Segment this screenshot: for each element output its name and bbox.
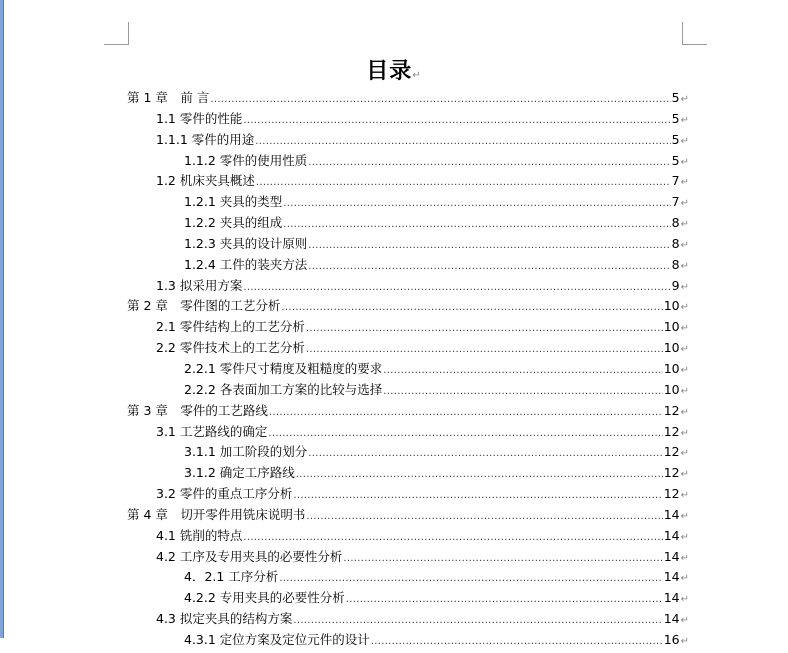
toc-dot-leader [383,382,662,403]
toc-entry[interactable] [127,505,689,526]
toc-entry-page-number: 5 [671,110,680,126]
toc-entry-label: 1.2.3 夹具的设计原则 [184,235,308,251]
toc-entry[interactable] [127,276,689,297]
paragraph-mark: ↵ [680,385,689,397]
paragraph-mark: ↵ [680,156,689,168]
toc-entry[interactable] [127,630,689,651]
toc-entry-page-number: 14 [663,506,680,522]
paragraph-mark: ↵ [680,281,689,293]
toc-entry[interactable] [127,380,689,401]
toc-entry[interactable] [127,567,689,588]
toc-entry-label: 第 1 章 前 言 [127,90,210,105]
toc-entry-label: 1.1 零件的性能 [156,110,243,126]
paragraph-mark: ↵ [680,302,689,314]
toc-entry[interactable] [127,234,689,255]
toc-entry-label: 3.1 工艺路线的确定 [156,423,268,439]
toc-entry[interactable] [127,213,689,234]
toc-entry-label: 3.2 零件的重点工序分析 [156,486,293,502]
toc-entry-page-number: 10 [663,340,680,356]
toc-dot-leader [308,444,662,465]
toc-entry[interactable] [127,547,689,568]
toc-dot-leader [383,361,662,382]
paragraph-mark: ↵ [680,135,689,147]
toc-entry[interactable] [127,463,689,484]
toc-entry-label: 1.2.4 工件的装夹方法 [184,256,308,272]
paragraph-mark: ↵ [680,594,689,606]
toc-entry[interactable] [127,130,689,151]
toc-entry-page-number: 12 [663,423,680,439]
toc-dot-leader [293,486,662,507]
toc-entry[interactable] [127,317,689,338]
toc-dot-leader [243,111,670,132]
paragraph-mark: ↵ [680,94,689,105]
toc-dot-leader [306,340,663,361]
paragraph-mark: ↵ [680,427,689,439]
toc-entry-page-number: 10 [663,319,680,335]
toc-dot-leader [256,173,671,194]
document-title-text: 目录 [366,59,413,84]
toc-entry-label: 3.1.2 确定工序路线 [184,465,295,481]
toc-dot-leader [281,298,662,319]
toc-dot-leader [308,153,670,174]
toc-entry-label: 3.1.1 加工阶段的划分 [184,444,308,460]
paragraph-mark: ↵ [680,364,689,376]
toc-dot-leader [371,632,663,653]
toc-entry-label: 2.2.1 零件尺寸精度及粗糙度的要求 [184,360,383,376]
toc-dot-leader [308,257,670,278]
toc-dot-leader [255,132,670,153]
paragraph-mark: ↵ [680,239,689,251]
toc-entry[interactable] [127,422,689,443]
toc-entry-page-number: 12 [663,486,680,502]
toc-entry-page-number: 12 [663,465,680,481]
toc-dot-leader [283,215,670,236]
toc-entry-label: 1.1.2 零件的使用性质 [184,152,308,168]
toc-entry-label: 4.2.2 专用夹具的必要性分析 [184,590,345,606]
toc-dot-leader [210,90,670,111]
paragraph-mark: ↵ [680,406,689,418]
toc-dot-leader [268,424,662,445]
toc-entry[interactable] [127,442,689,463]
toc-entry-label: 第 3 章 零件的工艺路线 [127,402,268,418]
toc-entry[interactable] [127,88,689,109]
toc-entry-label: 4.3 拟定夹具的结构方案 [156,611,293,627]
toc-entry-page-number: 8 [671,235,680,251]
toc-entry-page-number: 16 [663,631,680,647]
toc-entry-page-number: 5 [671,152,680,168]
toc-entry[interactable] [127,609,689,630]
toc-entry-label: 4.2 工序及专用夹具的必要性分析 [156,548,343,564]
paragraph-mark: ↵ [680,448,689,460]
toc-entry-label: 2.1 零件结构上的工艺分析 [156,319,305,335]
toc-entry[interactable] [127,171,689,192]
toc-entry-page-number: 10 [663,381,680,397]
toc-entry[interactable] [127,255,689,276]
toc-entry-page-number: 9 [671,277,680,293]
toc-entry-label: 1.2 机床夹具概述 [156,173,255,189]
toc-entry-page-number: 5 [671,90,680,105]
toc-entry-page-number: 8 [671,256,680,272]
paragraph-mark: ↵ [680,260,689,272]
toc-entry-page-number: 12 [663,444,680,460]
toc-entry-page-number: 14 [663,548,680,564]
toc-entry-page-number: 14 [663,569,680,585]
toc-entry[interactable] [127,401,689,422]
paragraph-mark: ↵ [680,469,689,481]
toc-dot-leader [308,236,670,257]
paragraph-mark: ↵ [680,198,689,210]
page-corner-mark-top-right [682,22,707,45]
toc-entry[interactable] [127,151,689,172]
toc-entry-page-number: 10 [663,298,680,314]
toc-dot-leader [306,507,662,528]
toc-entry[interactable] [127,484,689,505]
toc-dot-leader [346,590,663,611]
toc-entry-label: 2.2 零件技术上的工艺分析 [156,340,305,356]
toc-entry-page-number: 10 [663,360,680,376]
window-left-edge [0,0,4,638]
paragraph-mark: ↵ [680,177,689,189]
document-title[interactable] [0,54,788,85]
toc-entry-label: 第 2 章 零件图的工艺分析 [127,298,281,314]
paragraph-mark: ↵ [680,635,689,647]
toc-dot-leader [279,569,662,590]
toc-entry-label: 1.1.1 零件的用途 [156,131,255,147]
toc-dot-leader [293,611,662,632]
toc-entry-label: 4．2.1 工序分析 [184,569,279,585]
toc-entry-page-number: 5 [671,131,680,147]
paragraph-mark: ↵ [412,70,422,81]
paragraph-mark: ↵ [680,615,689,627]
toc-entry[interactable] [127,338,689,359]
toc-dot-leader [343,549,662,570]
toc-entry-page-number: 7 [671,194,680,210]
toc-dot-leader [283,194,670,215]
toc-entry-label: 2.2.2 各表面加工方案的比较与选择 [184,381,383,397]
toc-dot-leader [306,319,663,340]
toc-entry-label: 4.3.1 定位方案及定位元件的设计 [184,631,370,647]
toc-dot-leader [296,465,663,486]
paragraph-mark: ↵ [680,219,689,231]
toc-entry-page-number: 7 [671,173,680,189]
toc-entry[interactable] [127,192,689,213]
toc-entry[interactable] [127,359,689,380]
toc-entry-page-number: 8 [671,215,680,231]
toc-entry[interactable] [127,588,689,609]
toc-entry-label: 1.2.1 夹具的类型 [184,194,283,210]
toc-entry-page-number: 14 [663,527,680,543]
toc-entry[interactable] [127,109,689,130]
toc-dot-leader [269,403,663,424]
paragraph-mark: ↵ [680,510,689,522]
toc-entry-label: 1.3 拟采用方案 [156,277,243,293]
toc-entry-label: 第 4 章 切开零件用铣床说明书 [127,506,306,522]
toc-entry-label: 4.1 铣削的特点 [156,527,243,543]
table-of-contents [127,88,689,651]
toc-dot-leader [243,528,662,549]
toc-entry-page-number: 12 [663,402,680,418]
toc-entry-page-number: 14 [663,590,680,606]
paragraph-mark: ↵ [680,552,689,564]
paragraph-mark: ↵ [680,573,689,585]
toc-entry[interactable] [127,526,689,547]
paragraph-mark: ↵ [680,531,689,543]
toc-dot-leader [243,278,670,299]
paragraph-mark: ↵ [680,490,689,502]
paragraph-mark: ↵ [680,323,689,335]
toc-entry-label: 1.2.2 夹具的组成 [184,215,283,231]
toc-entry-page-number: 14 [663,611,680,627]
paragraph-mark: ↵ [680,344,689,356]
paragraph-mark: ↵ [680,114,689,126]
page-corner-mark-top-left [104,22,129,45]
toc-entry[interactable] [127,296,689,317]
